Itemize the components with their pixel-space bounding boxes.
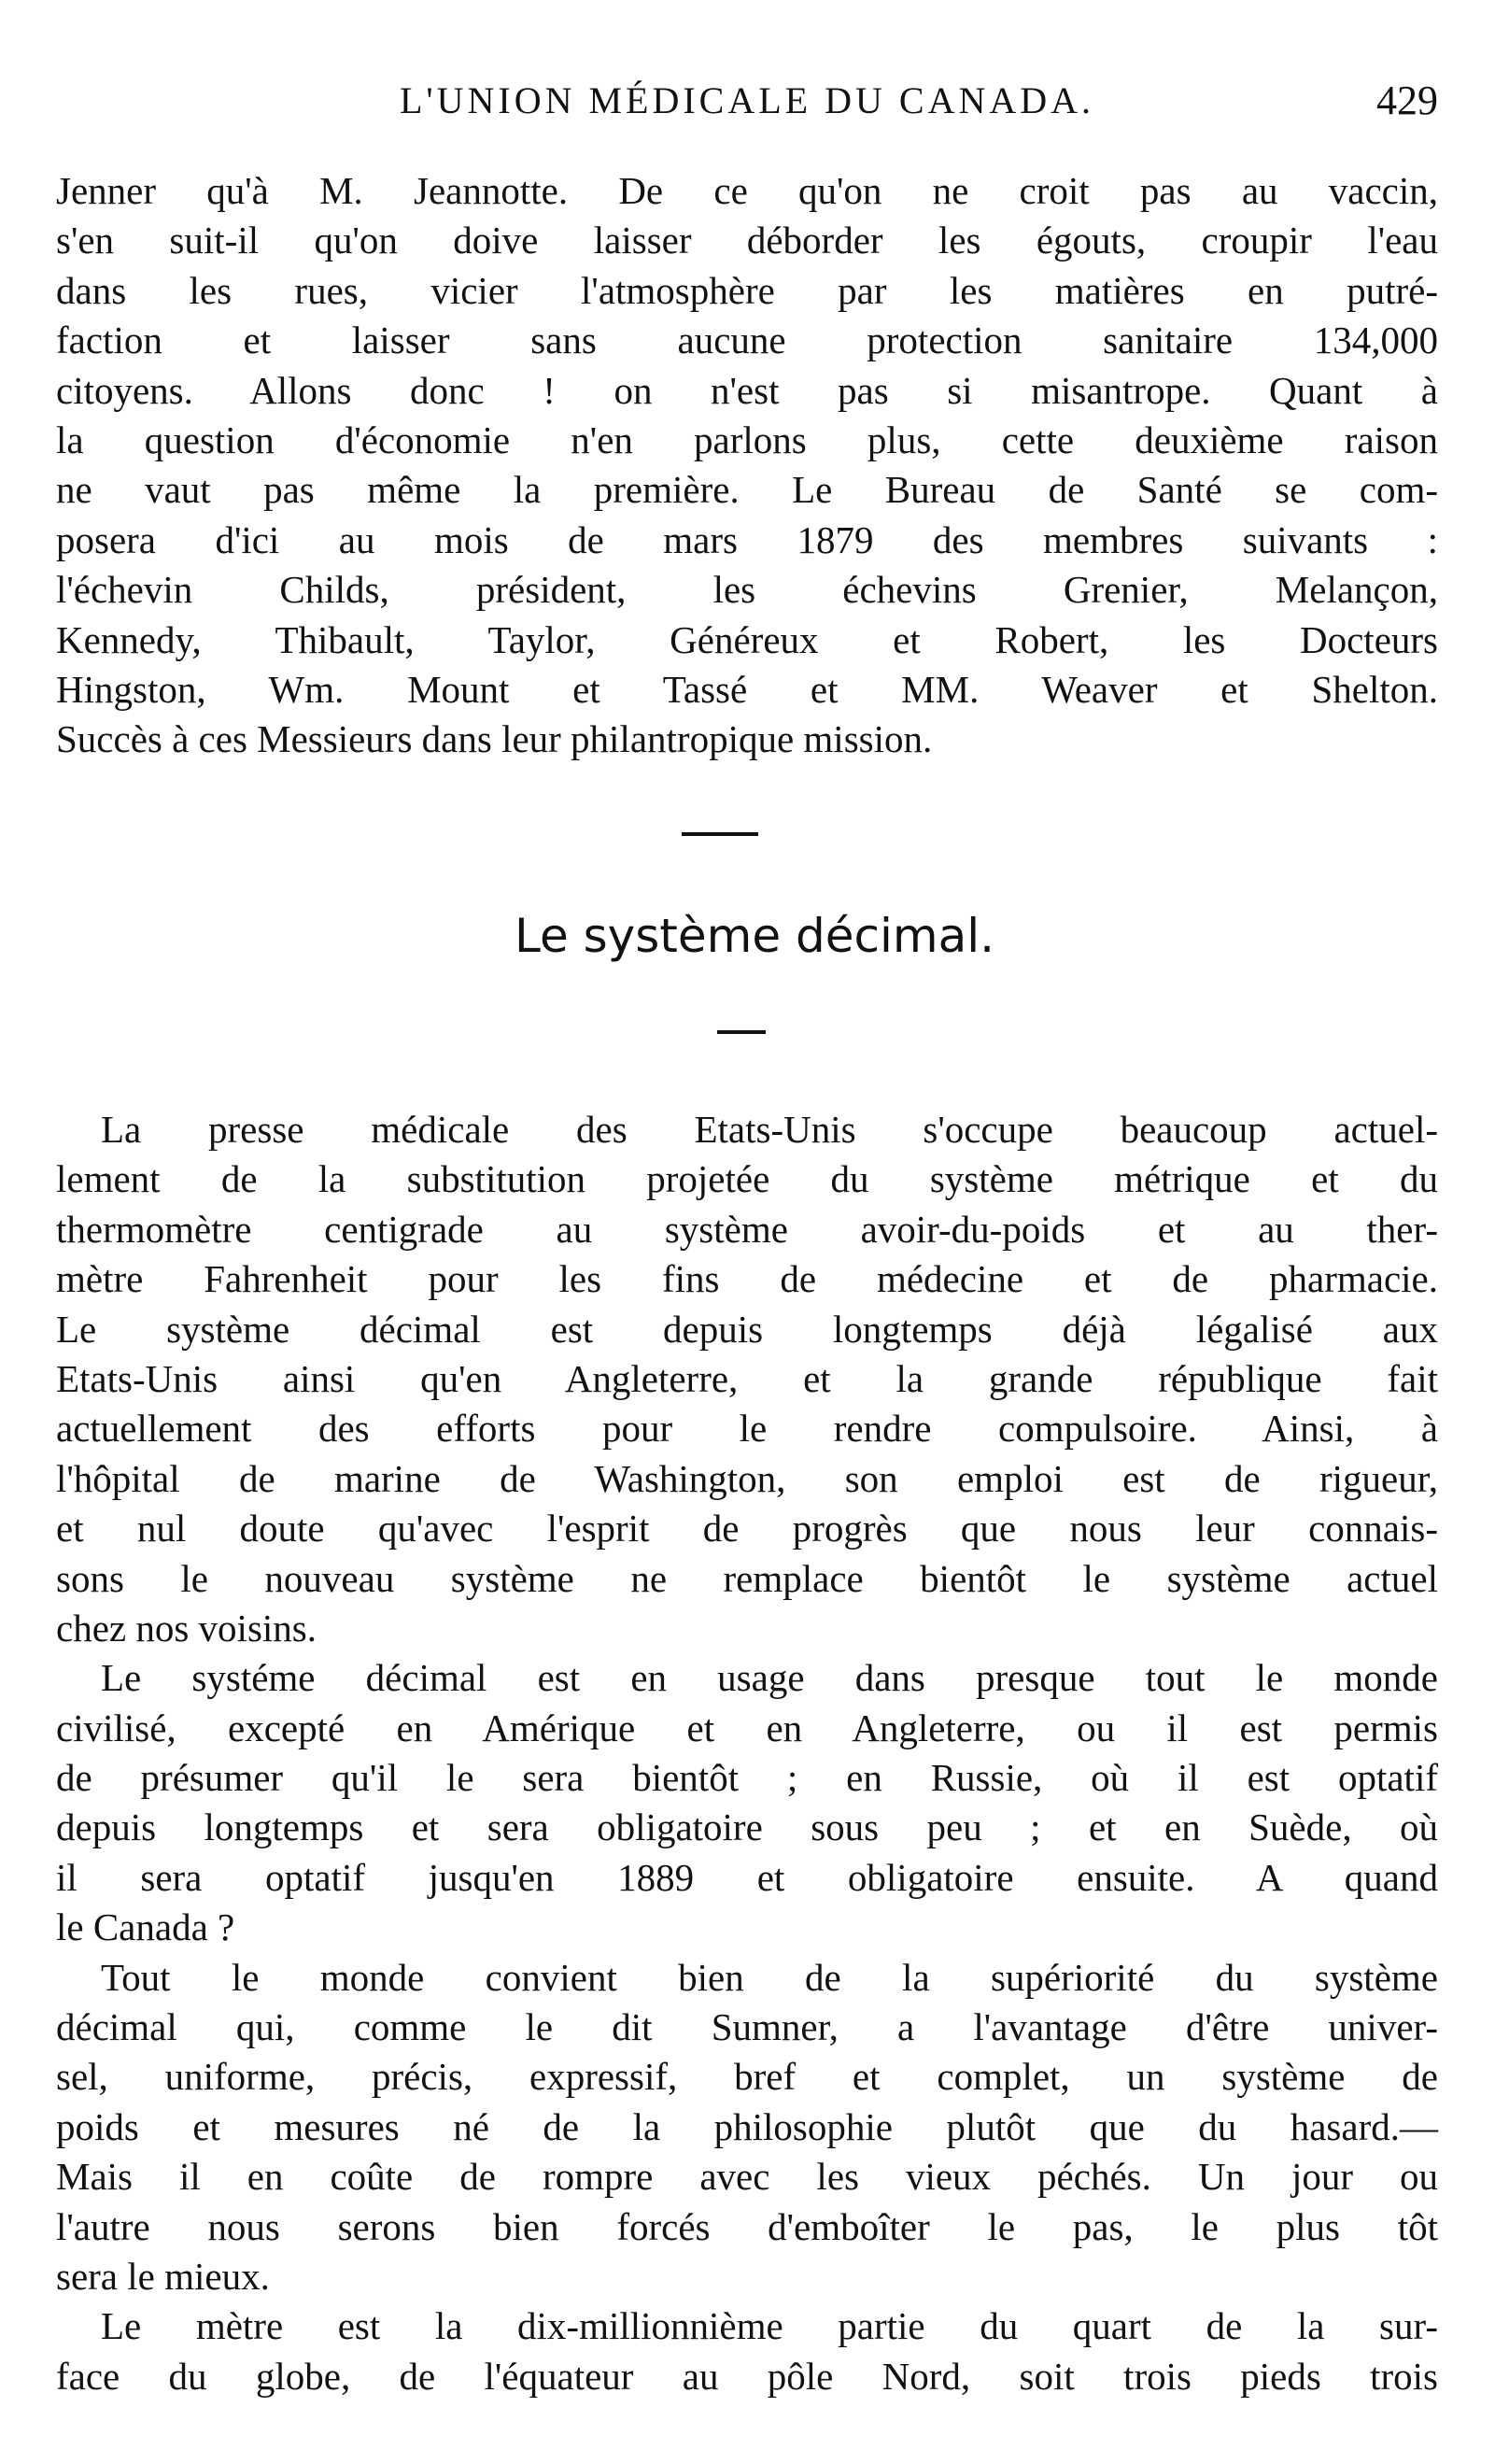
section-body <box>56 1105 1438 2401</box>
section-heading: Le système décimal. <box>514 909 995 963</box>
text-line: chez nos voisins. <box>56 1606 317 1650</box>
text-line: posera d'ici au mois de mars 1879 des membres suivants : <box>56 517 1438 561</box>
text-line: et nul doute qu'avec l'esprit de progrès que nous leur connais- <box>56 1507 1438 1551</box>
text-line: l'autre nous serons bien forcés d'emboîter le pas, le plus tôt <box>56 2204 1438 2248</box>
text-line: Le mètre est la dix-millionnième partie du quart de la sur- <box>101 2304 1438 2348</box>
text-line: sera le mieux. <box>56 2254 270 2298</box>
text-line: décimal qui, comme le dit Sumner, a l'avantage d'être univer- <box>56 2005 1438 2049</box>
text-line: civilisé, excepté en Amérique et en Angleterre, ou il est permis <box>56 1706 1438 1749</box>
text-line: Tout le monde convient bien de la supériorité du système <box>101 1955 1438 1999</box>
running-header <box>56 73 1438 129</box>
text-line: La presse médicale des Etats-Unis s'occupe beaucoup actuel- <box>101 1108 1438 1151</box>
text-line: Le système décimal est depuis longtemps déjà légalisé aux <box>56 1307 1438 1351</box>
text-line: l'échevin Childs, président, les échevins Grenier, Melançon, <box>56 568 1438 612</box>
text-line: actuellement des efforts pour le rendre compulsoire. Ainsi, à <box>56 1407 1438 1451</box>
section-divider-bottom <box>717 1030 766 1034</box>
text-line: s'en suit-il qu'on doive laisser déborder les égouts, croupir l'eau <box>56 219 1438 262</box>
text-line: faction et laisser sans aucune protection sanitaire 134,000 <box>56 319 1438 362</box>
text-line: depuis longtemps et sera obligatoire sous peu ; et en Suède, où <box>56 1806 1438 1849</box>
section-divider-top <box>682 832 758 836</box>
text-line: le Canada ? <box>56 1905 235 1949</box>
text-line: thermomètre centigrade au système avoir-du-poids et au ther- <box>56 1207 1438 1251</box>
text-line: Le systéme décimal est en usage dans presque tout le monde <box>101 1656 1438 1700</box>
text-line: dans les rues, vicier l'atmosphère par les matières en putré- <box>56 268 1438 312</box>
text-line: lement de la substitution projetée du système métrique et du <box>56 1157 1438 1201</box>
page-number: 429 <box>1376 78 1438 123</box>
text-line: sel, uniforme, précis, expressif, bref et complet, un système de <box>56 2055 1438 2099</box>
text-line: poids et mesures né de la philosophie plutôt que du hasard.— <box>56 2104 1438 2148</box>
journal-title: L'UNION MÉDICALE DU CANADA. <box>399 79 1095 121</box>
text-line: Hingston, Wm. Mount et Tassé et MM. Weaver et Shelton. <box>56 667 1438 711</box>
text-line: Etats-Unis ainsi qu'en Angleterre, et la grande république fait <box>56 1356 1438 1400</box>
text-line: Kennedy, Thibault, Taylor, Généreux et Robert, les Docteurs <box>56 617 1438 661</box>
text-line: ne vaut pas même la première. Le Bureau de Santé se com- <box>56 468 1438 512</box>
text-line: de présumer qu'il le sera bientôt ; en Russie, où il est optatif <box>56 1756 1438 1800</box>
text-line: Jenner qu'à M. Jeannotte. De ce qu'on ne croit pas au vaccin, <box>56 169 1438 212</box>
text-line: Succès à ces Messieurs dans leur philantropique mission. <box>56 717 933 761</box>
text-line: l'hôpital de marine de Washington, son emploi est de rigueur, <box>56 1456 1438 1500</box>
text-line: Mais il en coûte de rompre avec les vieux péchés. Un jour ou <box>56 2155 1438 2199</box>
text-line: citoyens. Allons donc ! on n'est pas si misantrope. Quant à <box>56 368 1438 412</box>
text-line: la question d'économie n'en parlons plus, cette deuxième raison <box>56 418 1438 461</box>
text-line: face du globe, de l'équateur au pôle Nord, soit trois pieds trois <box>56 2354 1438 2398</box>
text-line: il sera optatif jusqu'en 1889 et obligatoire ensuite. A quand <box>56 1855 1438 1899</box>
intro-paragraph <box>56 166 1438 765</box>
text-line: mètre Fahrenheit pour les fins de médecine et de pharmacie. <box>56 1257 1438 1301</box>
text-line: sons le nouveau système ne remplace bientôt le système actuel <box>56 1556 1438 1600</box>
